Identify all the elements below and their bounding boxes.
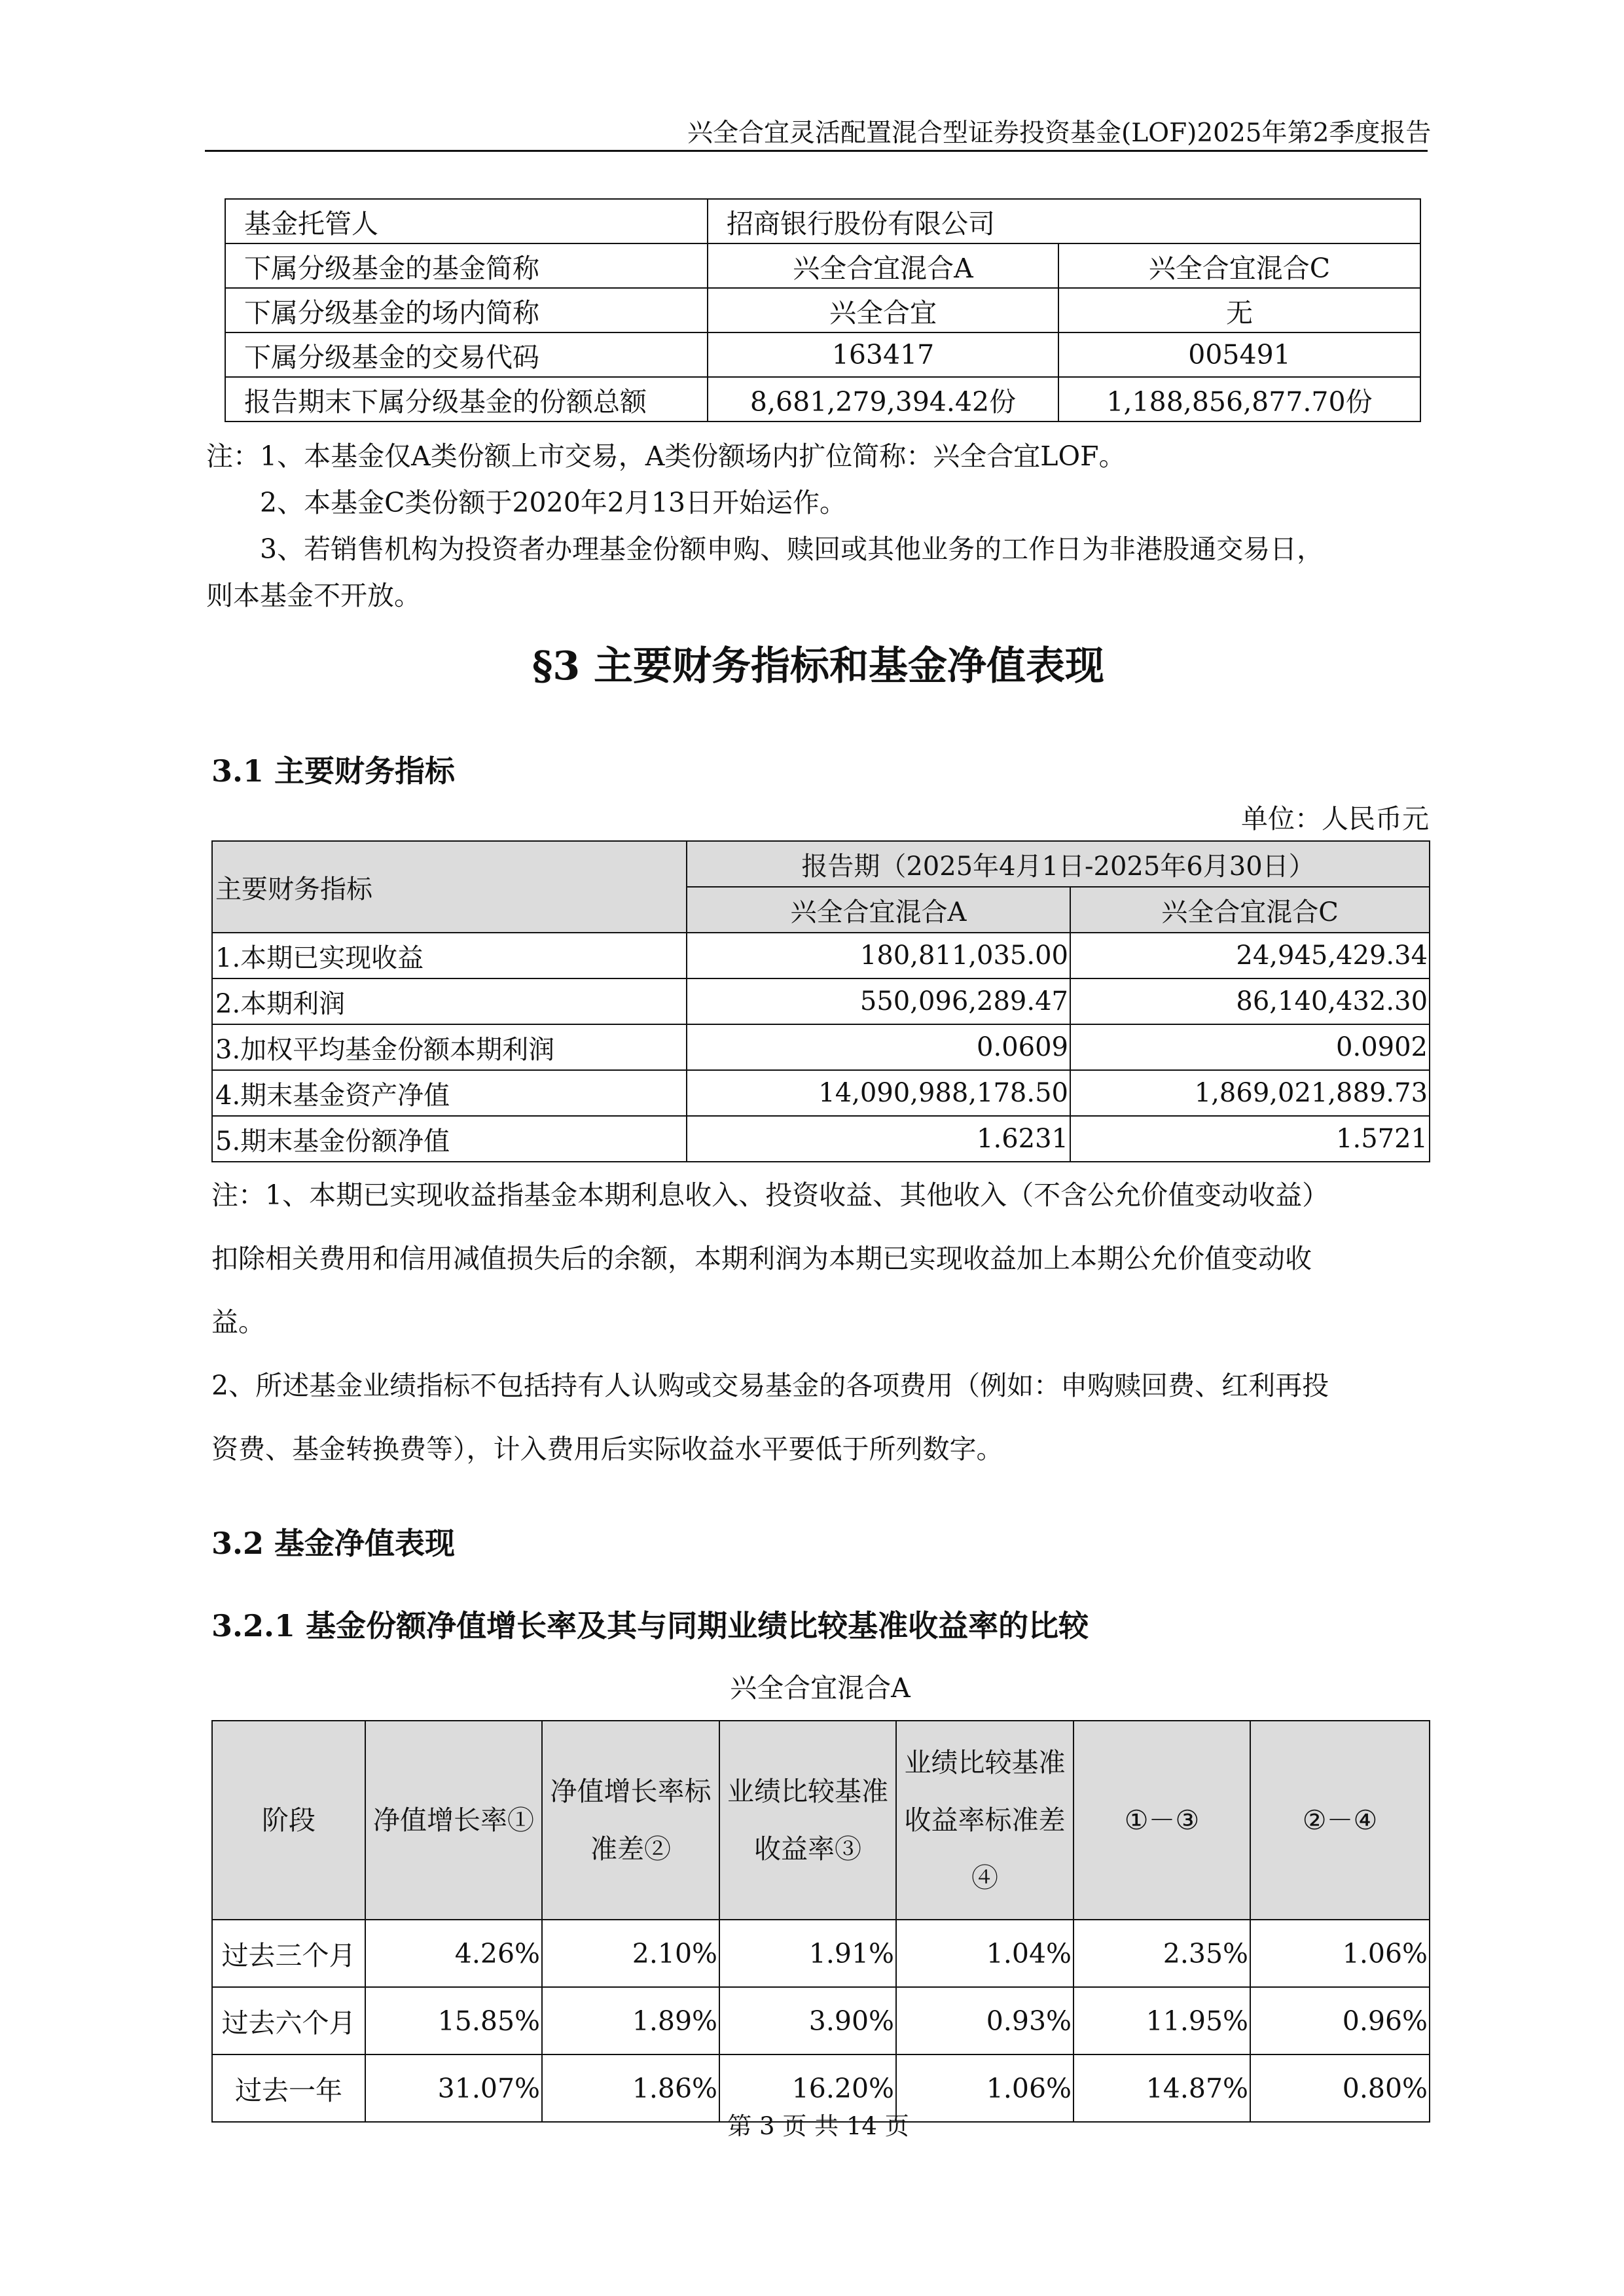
table-cell: 招商银行股份有限公司 bbox=[708, 199, 1420, 243]
page-number: 第 3 页 共 14 页 bbox=[727, 2112, 909, 2140]
header-rule bbox=[205, 150, 1428, 152]
note-line: 注：1、本基金仅A类份额上市交易，A类份额场内扩位简称：兴全合宜LOF。 bbox=[206, 440, 1126, 472]
table-cell: 0.96% bbox=[1250, 1987, 1430, 2054]
table-header-cell: ②－④ bbox=[1250, 1721, 1430, 1920]
note-line: 3、若销售机构为投资者办理基金份额申购、赎回或其他业务的工作日为非港股通交易日， bbox=[260, 533, 1324, 565]
section-title: §3 主要财务指标和基金净值表现 bbox=[532, 643, 1104, 689]
table-cell: 下属分级基金的场内简称 bbox=[225, 288, 708, 332]
table-cell: 报告期末下属分级基金的份额总额 bbox=[225, 377, 708, 422]
table-notes bbox=[206, 433, 1430, 619]
table-cell: 0.80% bbox=[1250, 2054, 1430, 2122]
table-cell: 24,945,429.34 bbox=[1070, 933, 1430, 978]
running-header: 兴全合宜灵活配置混合型证券投资基金(LOF)2025年第2季度报告 bbox=[687, 118, 1432, 148]
table-cell: 86,140,432.30 bbox=[1070, 978, 1430, 1024]
table-header-cell: 主要财务指标 bbox=[212, 841, 687, 933]
table-header-cell: 净值增长率① bbox=[365, 1721, 542, 1920]
table-row bbox=[212, 1116, 1430, 1162]
table-cell: 180,811,035.00 bbox=[687, 933, 1070, 978]
subsection-title: 3.2 基金净值表现 bbox=[211, 1526, 456, 1561]
table-row bbox=[212, 933, 1430, 978]
table-notes bbox=[211, 1164, 1429, 1481]
table-cell: 2.35% bbox=[1074, 1920, 1250, 1987]
table-cell: 1,188,856,877.70份 bbox=[1058, 377, 1420, 422]
table-cell: 2.10% bbox=[542, 1920, 719, 1987]
table-header-row bbox=[212, 1721, 1430, 1920]
table-row bbox=[212, 1987, 1430, 2054]
table-cell: 下属分级基金的交易代码 bbox=[225, 332, 708, 377]
table-cell: 3.90% bbox=[719, 1987, 896, 2054]
table-row bbox=[225, 332, 1420, 377]
table-header-cell: 阶段 bbox=[212, 1721, 365, 1920]
table-row bbox=[212, 1024, 1430, 1070]
table-header-cell: 报告期（2025年4月1日-2025年6月30日） bbox=[687, 841, 1430, 887]
table-cell: 兴全合宜混合A bbox=[708, 243, 1058, 288]
table-row bbox=[225, 377, 1420, 422]
note-line: 则本基金不开放。 bbox=[206, 580, 421, 611]
table-cell: 4.26% bbox=[365, 1920, 542, 1987]
table-header-cell: 业绩比较基准收益率标准差④ bbox=[896, 1721, 1074, 1920]
table-row bbox=[212, 1920, 1430, 1987]
table-cell: 1.91% bbox=[719, 1920, 896, 1987]
table-cell: 过去六个月 bbox=[212, 1987, 365, 2054]
table-cell: 兴全合宜 bbox=[708, 288, 1058, 332]
table-cell: 4.期末基金资产净值 bbox=[212, 1070, 687, 1116]
table-cell: 14,090,988,178.50 bbox=[687, 1070, 1070, 1116]
table-row bbox=[225, 199, 1420, 243]
table-cell: 0.93% bbox=[896, 1987, 1074, 2054]
fund-info-table bbox=[225, 198, 1421, 422]
table-cell: 1.06% bbox=[896, 2054, 1074, 2122]
note-line: 扣除相关费用和信用减值损失后的余额，本期利润为本期已实现收益加上本期公允价值变动收 bbox=[211, 1243, 1312, 1274]
table-cell: 16.20% bbox=[719, 2054, 896, 2122]
table-cell: 15.85% bbox=[365, 1987, 542, 2054]
nav-performance-table bbox=[211, 1720, 1430, 2123]
subsection-title: 3.1 主要财务指标 bbox=[211, 753, 456, 789]
table-header-cell: 业绩比较基准收益率③ bbox=[719, 1721, 896, 1920]
table-header-cell: 兴全合宜混合A bbox=[687, 887, 1070, 933]
subsection-title: 3.2.1 基金份额净值增长率及其与同期业绩比较基准收益率的比较 bbox=[211, 1608, 1089, 1643]
note-line: 注：1、本期已实现收益指基金本期利息收入、投资收益、其他收入（不含公允价值变动收益） bbox=[211, 1179, 1329, 1211]
table-cell: 0.0902 bbox=[1070, 1024, 1430, 1070]
table-cell: 无 bbox=[1058, 288, 1420, 332]
table-row bbox=[212, 978, 1430, 1024]
note-line: 益。 bbox=[211, 1306, 265, 1338]
table-cell: 过去三个月 bbox=[212, 1920, 365, 1987]
table-cell: 基金托管人 bbox=[225, 199, 708, 243]
table-row bbox=[225, 243, 1420, 288]
table-cell: 3.加权平均基金份额本期利润 bbox=[212, 1024, 687, 1070]
table-cell: 5.期末基金份额净值 bbox=[212, 1116, 687, 1162]
note-line: 资费、基金转换费等），计入费用后实际收益水平要低于所列数字。 bbox=[211, 1433, 1003, 1465]
unit-label: 单位：人民币元 bbox=[1241, 803, 1429, 834]
table-cell: 0.0609 bbox=[687, 1024, 1070, 1070]
table-cell: 163417 bbox=[708, 332, 1058, 377]
table-row bbox=[225, 288, 1420, 332]
table-header-cell: ①－③ bbox=[1074, 1721, 1250, 1920]
table-cell: 1.86% bbox=[542, 2054, 719, 2122]
table-cell: 过去一年 bbox=[212, 2054, 365, 2122]
table-cell: 1.本期已实现收益 bbox=[212, 933, 687, 978]
table-caption: 兴全合宜混合A bbox=[730, 1672, 911, 1704]
table-cell: 1.6231 bbox=[687, 1116, 1070, 1162]
table-cell: 550,096,289.47 bbox=[687, 978, 1070, 1024]
table-cell: 1.06% bbox=[1250, 1920, 1430, 1987]
table-header-row bbox=[212, 841, 1430, 887]
table-cell: 14.87% bbox=[1074, 2054, 1250, 2122]
table-cell: 8,681,279,394.42份 bbox=[708, 377, 1058, 422]
table-cell: 2.本期利润 bbox=[212, 978, 687, 1024]
table-cell: 1.5721 bbox=[1070, 1116, 1430, 1162]
table-cell: 005491 bbox=[1058, 332, 1420, 377]
table-cell: 兴全合宜混合C bbox=[1058, 243, 1420, 288]
table-cell: 1.89% bbox=[542, 1987, 719, 2054]
table-row bbox=[212, 1070, 1430, 1116]
table-cell: 1.04% bbox=[896, 1920, 1074, 1987]
table-header-cell: 兴全合宜混合C bbox=[1070, 887, 1430, 933]
note-line: 2、所述基金业绩指标不包括持有人认购或交易基金的各项费用（例如：申购赎回费、红利再投 bbox=[211, 1370, 1329, 1401]
table-cell: 11.95% bbox=[1074, 1987, 1250, 2054]
table-cell: 1,869,021,889.73 bbox=[1070, 1070, 1430, 1116]
table-cell: 下属分级基金的基金简称 bbox=[225, 243, 708, 288]
table-cell: 31.07% bbox=[365, 2054, 542, 2122]
table-header-cell: 净值增长率标准差② bbox=[542, 1721, 719, 1920]
note-line: 2、本基金C类份额于2020年2月13日开始运作。 bbox=[260, 487, 847, 518]
financial-indicators-table bbox=[211, 840, 1430, 1162]
